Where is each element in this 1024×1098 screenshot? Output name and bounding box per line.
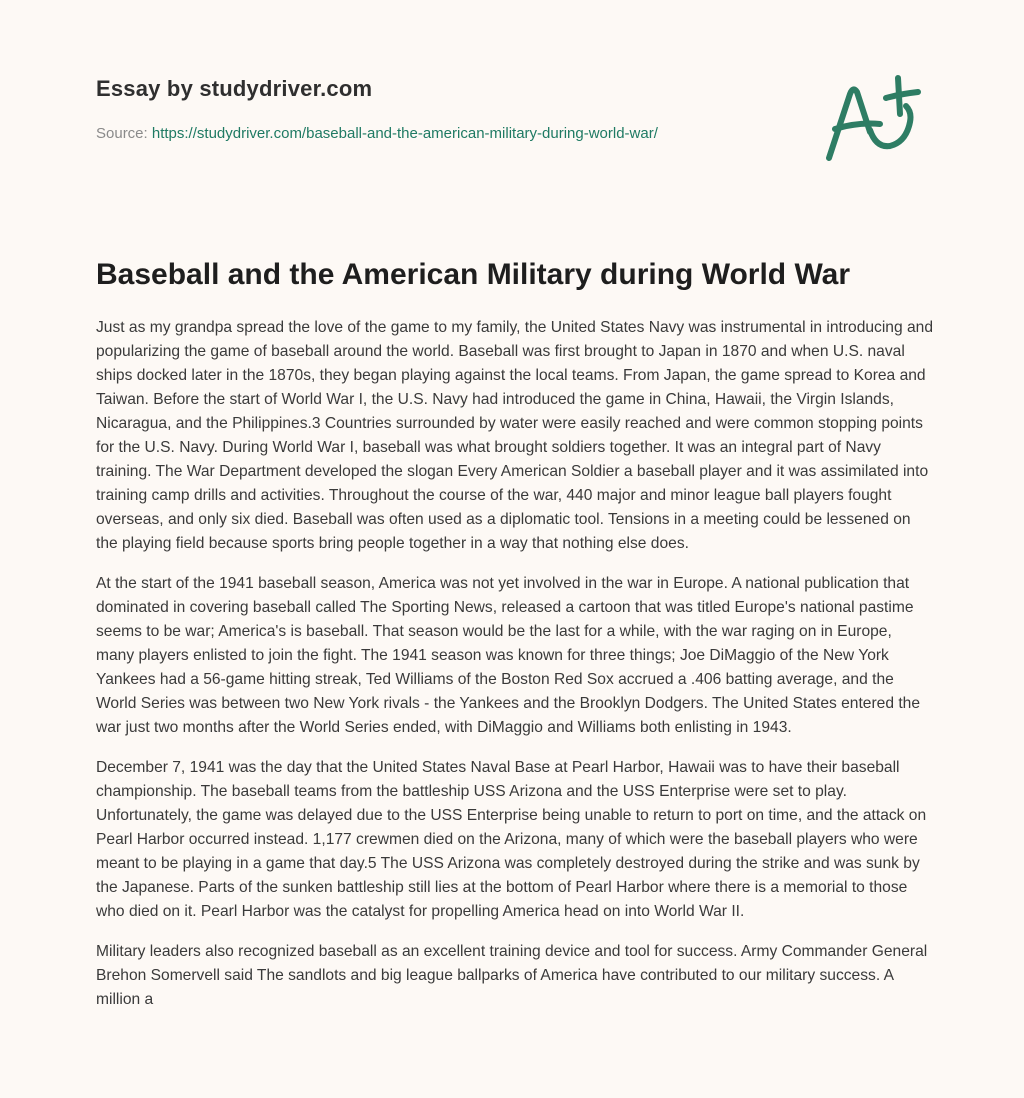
site-title: Essay by studydriver.com [96, 76, 373, 101]
page-header [96, 74, 796, 144]
article-title: Baseball and the American Military during World War [96, 258, 851, 291]
paragraph: Just as my grandpa spread the love of the game to my family, the United States Navy was instrumental in introducing and popularizing the game of baseball around the world. Baseball was first brought to Japan in 1870 and when U.S. naval ships docked later in the 1870s, they began playing against the local teams. From Japan, the game spread to Korea and Taiwan. Before the start of World War I, the U.S. Navy had introduced the game in China, Hawaii, the Virgin Islands, Nicaragua, and the Philippines.3 Countries surrounded by water were easily reached and were common stopping points for the U.S. Navy. During World War I, baseball was what brought soldiers together. It was an integral part of Navy training. The War Department developed the slogan Every American Soldier a baseball player and it was assimilated into training camp drills and activities. Throughout the course of the war, 440 major and minor league ball players fought overseas, and only six died. Baseball was often used as a diplomatic tool. Tensions in a meeting could be lessened on the playing field because sports bring people together in a way that nothing else does. [96, 319, 933, 552]
paragraph: At the start of the 1941 baseball season, America was not yet involved in the war in Europe. A national publication that dominated in covering baseball called The Sporting News, released a cartoon that was titled Europe's national pastime seems to be war; America's is baseball. That season would be the last for a while, with the war raging on in Europe, many players enlisted to join the fight. The 1941 season was known for three things; Joe DiMaggio of the New York Yankees had a 56-game hitting streak, Ted Williams of the Boston Red Sox accrued a .406 batting average, and the World Series was between two New York rivals - the Yankees and the Brooklyn Dodgers. The United States entered the war just two months after the World Series ended, with DiMaggio and Williams both enlisting in 1943. [96, 575, 921, 736]
paragraph: December 7, 1941 was the day that the United States Naval Base at Pearl Harbor, Hawaii was to have their baseball championship. The baseball teams from the battleship USS Arizona and the USS Enterprise were set to play. Unfortunately, the game was delayed due to the USS Enterprise being unable to return to port on time, and the attack on Pearl Harbor occurred instead. 1,177 crewmen died on the Arizona, many of which were the baseball players who were meant to be playing in a game that day.5 The USS Arizona was completely destroyed during the strike and was sunk by the Japanese. Parts of the sunken battleship still lies at the bottom of Pearl Harbor where there is a memorial to those who died on it. Pearl Harbor was the catalyst for propelling America head on into World War II. [96, 759, 927, 920]
a-plus-grade-icon [820, 66, 930, 166]
article-body [96, 316, 934, 1028]
paragraph: Military leaders also recognized baseball as an excellent training device and tool for success. Army Commander General Brehon Somervell said The sandlots and big league ballparks of America have contributed to our military success. A million a [96, 943, 928, 1008]
source-label: Source: [96, 125, 148, 142]
source-link[interactable]: https://studydriver.com/baseball-and-the-american-military-during-world-war/ [151, 125, 658, 142]
source-line [96, 124, 796, 144]
